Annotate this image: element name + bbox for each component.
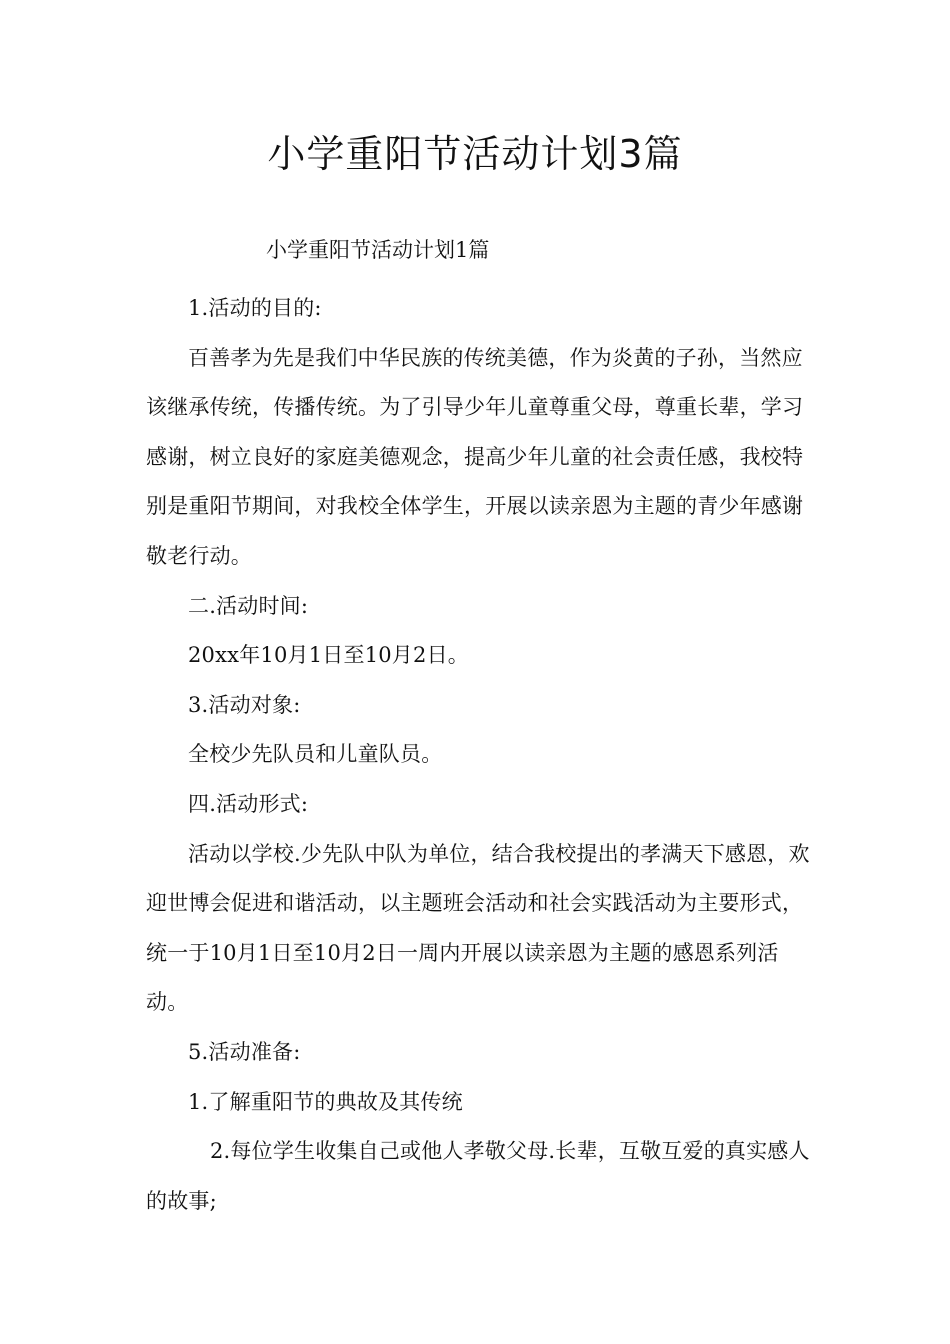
document-title: 小学重阳节活动计划3篇	[267, 132, 683, 176]
paragraph-purpose-text: 百善孝为先是我们中华民族的传统美德，作为炎黄的子孙，当然应该继承传统，传播传统。为了引导少年儿童尊重父母，尊重长辈，学习感谢，树立良好的家庭美德观念，提高少年儿童的社会责任感，我校特别是重阳节期间，对我校全体学生，开展以读亲恩为主题的青少年感谢敬老行动。	[146, 345, 804, 568]
paragraph-target-heading: 3.活动对象:	[188, 692, 301, 717]
paragraph-target-text: 全校少先队员和儿童队员。	[188, 742, 443, 767]
paragraph-prep-item-2: 2.每位学生收集自己或他人孝敬父母.长辈，互敬互爱的真实感人的故事;	[146, 1139, 810, 1213]
document-body	[146, 284, 816, 1226]
paragraph-form-heading: 四.活动形式:	[188, 791, 309, 816]
document-subtitle: 小学重阳节活动计划1篇	[266, 238, 490, 262]
paragraph-purpose-heading: 1.活动的目的:	[188, 296, 322, 320]
paragraph-time-heading: 二.活动时间:	[188, 593, 309, 618]
paragraph-form-text: 活动以学校.少先队中队为单位，结合我校提出的孝满天下感恩，欢迎世博会促进和谐活动，以主题班会活动和社会实践活动为主要形式，统一于10月1日至10月2日一周内开展以读亲恩为主题的感恩系列活动。	[146, 841, 810, 1015]
paragraph-prep-heading: 5.活动准备:	[188, 1039, 301, 1064]
paragraph-prep-item-1: 1.了解重阳节的典故及其传统	[188, 1089, 463, 1114]
paragraph-time-text: 20xx年10月1日至10月2日。	[188, 643, 469, 668]
